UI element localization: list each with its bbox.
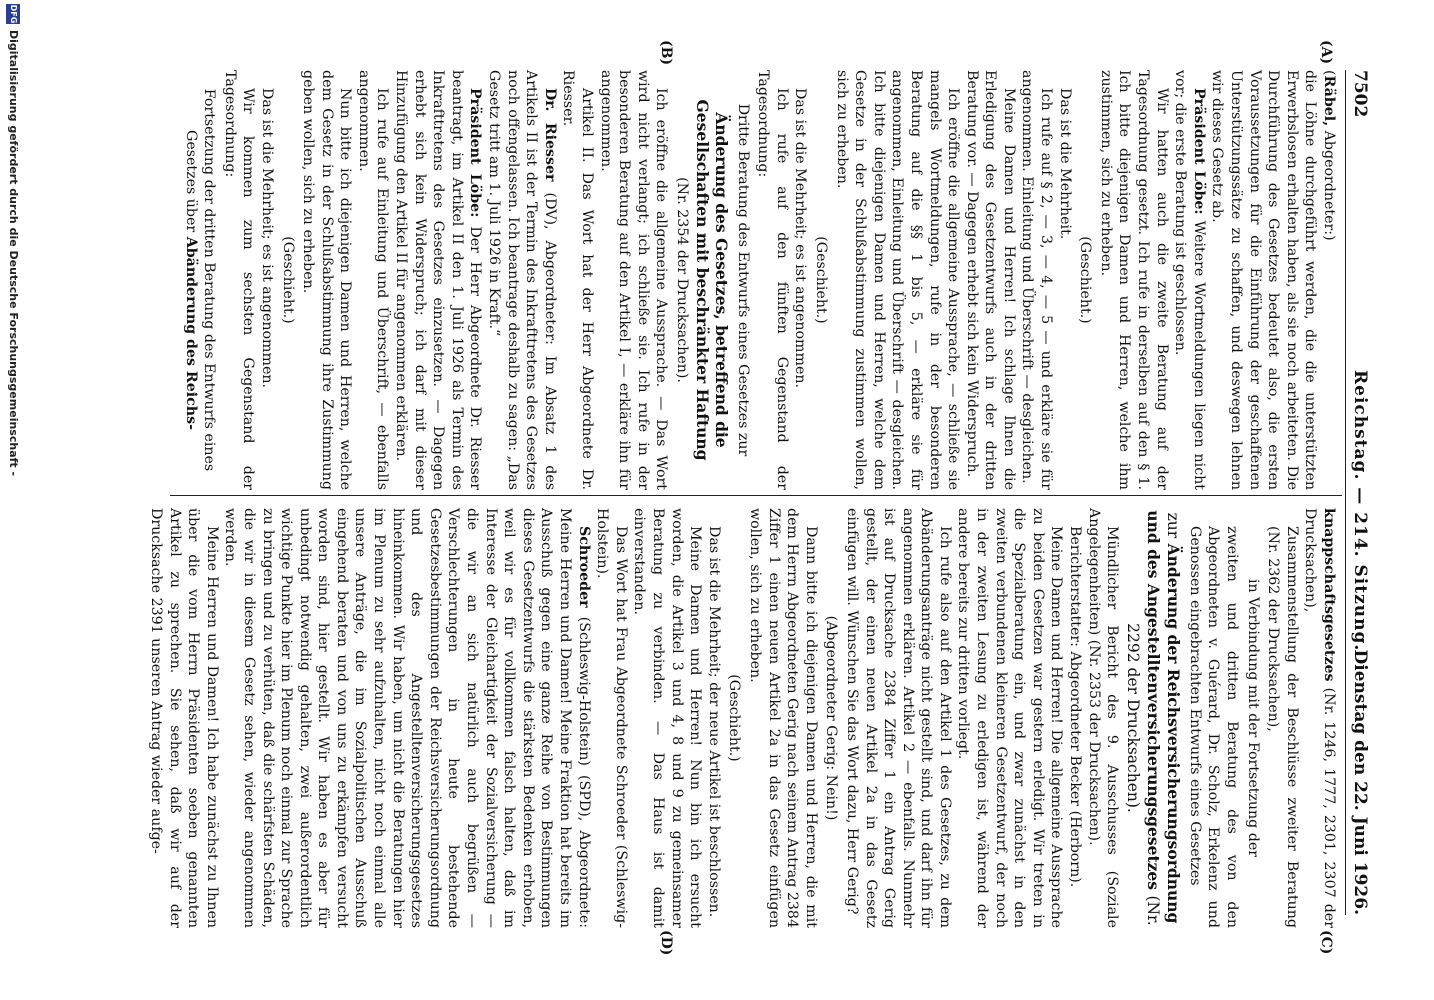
paragraph: Meine Herren und Damen! Ich habe zunächst zu Ihnen über die vom Herrn Präsidenten soeben genannten Artikel zu sprechen. Sie sehen, daß wir auf der Drucksache 2391 unseren Antrag wieder aufge- [147,508,220,928]
speaker-name: Präsident Löbe: [1190,88,1207,215]
paragraph [1301,508,1338,928]
paragraph: Meine Damen und Herren! Ich schlage Ihnen die Erledigung des Gesetzentwurfs auch in der dritten Beratung vor. — Dagegen erhebt sich kein Widerspruch. [963,70,1017,490]
paragraph: Meine Damen und Herren! Nun bin ich ersucht worden, die Artikel 3 und 4, 8 und 9 zu gemeinsamer Beratung zu verbinden. — Das Haus ist damit einverstanden. [631,508,704,928]
paragraph [181,70,218,490]
speaker-role: Abgeordneter: [1321,130,1337,236]
dfg-logo: DFG [6,4,20,24]
paragraph: Ich eröffne die allgemeine Aussprache. — Das Wort wird nicht verlangt; ich schließe sie. Ich rufe in der besonderen Beratung auf den Artikel I, — erkläre ihn für angenommen. [597,70,670,490]
session-date: Dienstag den 22. Juni 1926. [1350,649,1370,915]
session-title: Reichstag. — 214. Sitzung. [1350,370,1370,652]
stage-direction: (Geschieht.) [1077,236,1094,324]
paragraph-text: (Nr. 1246, 1777, 2301, 2307 der Drucksachen), [1302,508,1337,928]
law-title: knappschaftsgesetzes [1321,508,1337,682]
column-divider [170,495,1342,496]
paragraph: Das ist die Mehrheit; es ist angenommen. [792,88,809,389]
agenda-item-title: Änderung des Gesetzes, betreffend die Gesellschaften mit beschränkter Haftung [693,99,731,461]
paragraph: in Verbindung mit der Fortsetzung der [1244,578,1261,858]
paragraph: die Löhne durchgeführt werden, die die unterstützten Erwerbslosen erhalten haben, als sie noch arbeiteten. Die Durchführung des Gesetzes bedeutet also, die ersten Voraussetzungen für die Einführung der geschaffenen Unterstützungssätze zu schaffen, und deswegen lehnen wir dieses Gesetz ab. [1209,70,1319,490]
stage-direction: (Abgeordneter Gerig: Nein!) [823,615,840,821]
page-header [1345,70,1372,915]
paragraph: Ich rufe also auf den Artikel 1 des Gesetzes, zu dem Abänderungsanträge nicht gestellt sind, und darf ihn für angenommen erklären. Artikel 2 — ebenfalls. Nunmehr ist auf Drucksache 2384 Ziffer 1 ein Antrag Gerig gestellt, der einen neuen Artikel 2a in das Gesetz einfügen will. Wünschen Sie das Wort dazu, Herr Gerig? [843,508,953,928]
paragraph: Das Wort hat Frau Abgeordnete Schroeder (Schleswig-Holstein). [594,508,629,928]
paragraph: Das ist die Mehrheit; der neue Artikel ist beschlossen. [705,526,722,918]
paragraph-text: Fortsetzung der dritten Beratung des Entwurfs eines Gesetzes über [182,88,218,472]
paragraph: Ich rufe auf den fünften Gegenstand der Tagesordnung: [755,70,790,490]
right-column [147,508,1338,928]
margin-marker-d: (D) [658,930,674,956]
agenda-item-intro: Dritte Beratung des Entwurfs eines Gesetzes zur [734,103,751,457]
paragraph: Ich eröffne die allgemeine Aussprache, — schließe sie mangels Wortmeldungen, rufe in der besonderen Beratung auf die §§ 1 bis 5, — erkläre sie für angenommen, Einleitung und Überschrift — desgleichen. Ich bitte diejenigen Damen und Herren, welche dem Gesetze in der Schlußabstimmung zustimmen wollen, sich zu erheben. [833,70,962,490]
paragraph-text: Weitere Wortmeldungen liegen nicht vor; die erste Beratung ist geschlossen. [1172,70,1207,490]
margin-marker-b: (B) [658,40,674,66]
paragraph: Das ist die Mehrheit. [1056,88,1073,240]
paragraph-text: Der Herr Abgeordnete Dr. Riesser beantragt, im Artikel II den 1. Juli 1926 als Termin des Inkrafttretens des Gesetzes einzusetzen. — Dagegen erhebt sich kein Widerspruch; ich darf mit dieser Hinzufügung den Artikel II für angenommen erklären. [393,70,484,490]
paragraph: Artikel II. Das Wort hat der Herr Abgeordnete Dr. Riesser. [560,70,596,490]
digitization-credit [0,0,22,1000]
paragraph [484,70,558,490]
paragraph: Berichterstatter: Abgeordneter Becker (Herborn). [1067,526,1084,888]
speaker-name: Schroeder [575,526,592,608]
margin-marker-a: (A) [1318,40,1334,65]
stage-direction: (Geschieht.) [726,674,743,762]
paragraph [392,70,485,490]
paragraph-text: (Schleswig-Holstein) (SPD), Abgeordnete: Meine Herren und Damen! Meine Fraktion hat bereits im Ausschuß gegen eine ganze Reihe von Bestimmungen dieses Gesetzentwurfs die stärksten Bedenken erhoben, weil wir es für vollkommen falsch halten, daß im Interesse der Gleichartigkeit der Sozialversicherung — die wir an sich natürlich auch begrüßen — Verschlechterungen in heute bestehende Gesetzesbestimmungen der Reichsversicherungsordnung und des Angestelltenversicherungsgesetzes hineinkommen. Wir haben, um nicht die Beratungen hier im Plenum zu sehr aufzuhalten, nicht noch einmal alle unsere Anträge, die im Sozialpolitischen Ausschuß eingehend beraten und von uns zu erkämpfen versucht worden sind, hier gestellt. Wir haben es aber für unbedingt notwendig gehalten, zwei außerordentlich wichtige Punkte hier im Plenum noch einmal zur Sprache zu bringen und zu verhüten, daß die schärfsten Schäden, die wir in diesem Gesetz sehen, wieder angenommen werden. [222,508,592,928]
paragraph: Mündlicher Bericht des 9. Ausschusses (Soziale Angelegenheiten) (Nr. 2353 der Drucksachen). [1085,508,1121,928]
speaker-name: Dr. Riesser [541,88,558,182]
paragraph: Nun bitte ich diejenigen Damen und Herren, welche dem Gesetz in der Schlußabstimmung ihre Zustimmung geben wollen, sich zu erheben. [300,70,354,490]
agenda-item-ref: (Nr. 2354 der Drucksachen). [674,177,690,383]
paragraph [221,508,593,928]
page-number: 7502 [1350,70,1370,118]
paragraph: (Räbel, Abgeordneter:) [1321,70,1337,241]
speaker-name: Präsident Löbe: [467,88,484,218]
stage-direction: (Geschieht.) [812,236,829,324]
paragraph: Ich rufe auf Einleitung und Überschrift, — ebenfalls angenommen. [355,70,391,490]
law-title: Änderung der Reichsversicherungsordnung und des Angestelltenversicherungsgesetzes [1144,510,1184,924]
speaker-name: Räbel, [1321,75,1337,127]
credit-text: Digitalisierung gefördert durch die Deutsche Forschungsgemeinschaft - [7,30,20,477]
paragraph: Wir kommen zum sechsten Gegenstand der Tagesordnung: [221,70,257,490]
paragraph: Zusammenstellung der Beschlüsse zweiter Beratung (Nr. 2362 der Drucksachen), [1265,526,1300,928]
margin-marker-c: (C) [1318,930,1334,955]
paragraph-text: (DV), Abgeordneter: Im Absatz 1 des Artikels II ist der Termin des Inkrafttretens des Gesetzes noch offengelassen. Ich beantrage deshalb zu sagen: „Das Gesetz tritt am 1. Juli 1926 in Kraft.“ [486,70,558,490]
paragraph: Dann bitte ich diejenigen Damen und Herren, die mit dem Herrn Abgeordneten Gerig nach seinem Antrag 2384 Ziffer 1 einen neuen Artikel 2a in das Gesetz einfügen wollen, sich zu erheben. [746,508,819,928]
stage-direction: (Geschieht.) [279,236,296,324]
paragraph [1171,70,1208,490]
paragraph: Ich rufe auf § 2, — 3, — 4, — 5 — und erkläre sie für angenommen. Einleitung und Überschrift — desgleichen. [1019,70,1055,490]
paragraph-text: (Nr. 2292 der Drucksachen). [1124,623,1163,926]
left-column [170,70,1338,490]
agenda-item-title [1123,508,1183,928]
paragraph: Das ist die Mehrheit; es ist angenommen. [258,88,275,389]
paragraph: zweiten und dritten Beratung des von den Abgeordneten v. Guérard, Dr. Scholz, Erkelenz und Genossen eingebrachten Entwurfs eines Gesetzes [1186,526,1241,928]
paragraph-text: zur [1164,512,1183,539]
paragraph: Wir hatten auch die zweite Beratung auf der Tagesordnung gesetzt. Ich rufe in derselben auf den § 1. Ich bitte diejenigen Damen und Herren, welche ihm zustimmen, sich zu erheben. [1097,70,1170,490]
paragraph-bold-text: Abänderung des Reichs- [182,236,199,430]
paragraph: Meine Damen und Herren! Die allgemeine Aussprache zu beiden Gesetzen war gestern erledigt. Wir treten in die Spezialberatung ein, und zwar zunächst in den zweiten verbundenen kleineren Gesetzentwurf, der noch in der zweiten Lesung zu erledigen ist, während der andere bereits zur dritten vorliegt. [955,508,1065,928]
